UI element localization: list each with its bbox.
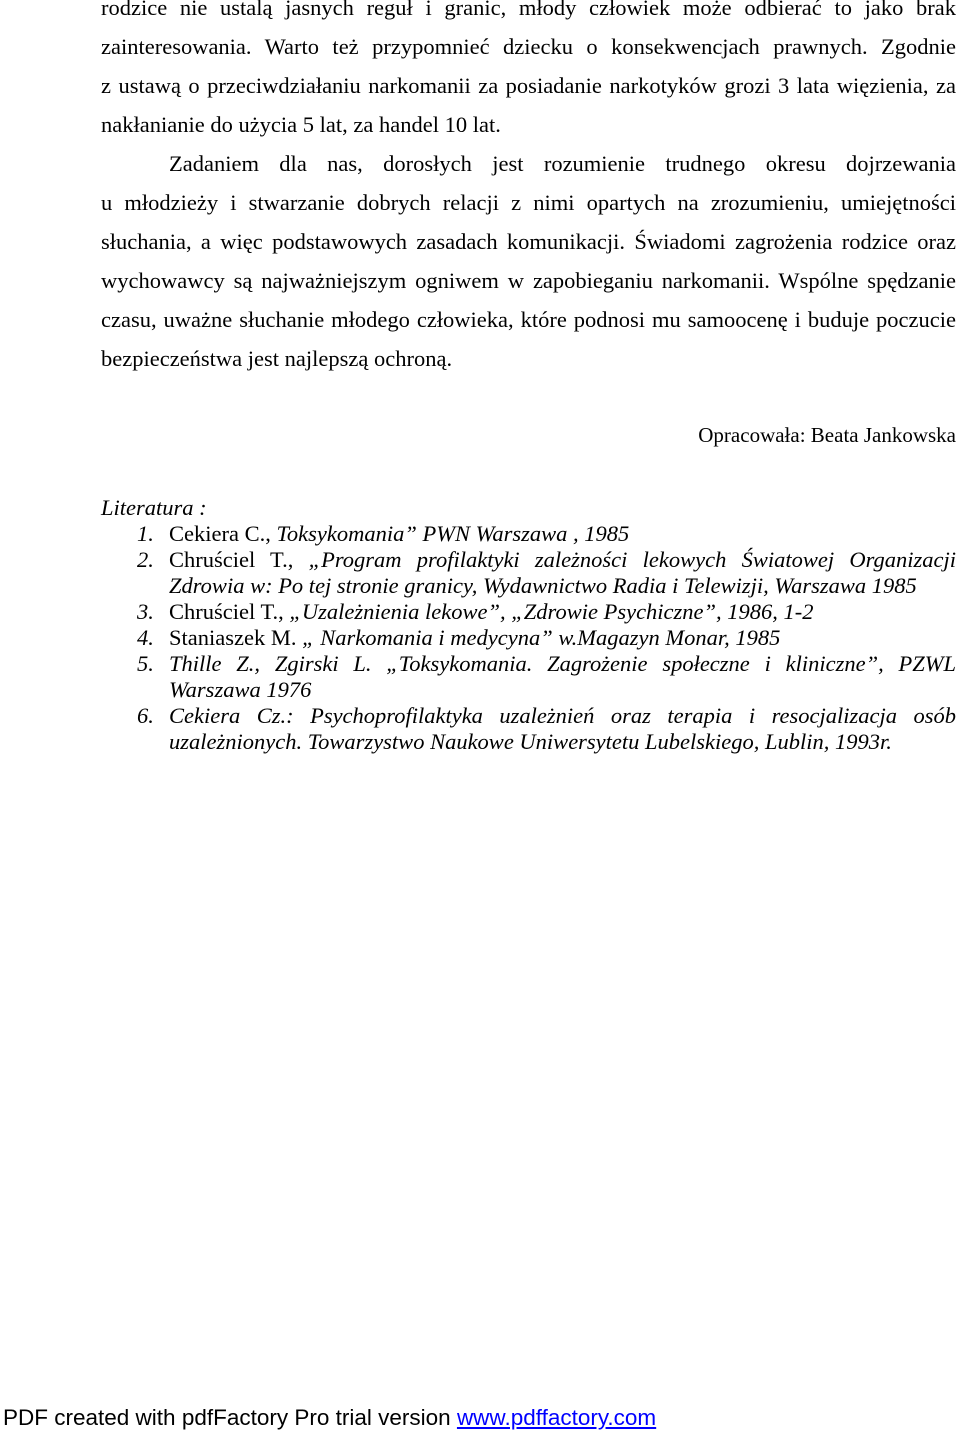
- bibliography: [101, 495, 956, 755]
- paragraph-line: słuchania, a więc podstawowych zasadach komunikacji. Świadomi zagrożenia rodzice oraz: [101, 229, 956, 254]
- bibliography-item: [101, 547, 956, 599]
- bibliography-line: Warszawa 1976: [169, 677, 312, 702]
- bibliography-item: [101, 651, 956, 703]
- bibliography-line: [101, 521, 956, 547]
- paragraph-line: wychowawcy są najważniejszym ogniwem w zapobieganiu narkomanii. Wspólne spędzanie: [101, 268, 956, 293]
- paragraph-line: z ustawą o przeciwdziałaniu narkomanii za posiadanie narkotyków grozi 3 lata więzienia, za: [101, 73, 956, 98]
- bibliography-line: [101, 703, 956, 729]
- footer-text: PDF created with pdfFactory Pro trial version: [3, 1405, 451, 1430]
- item-number: 3.: [137, 599, 154, 624]
- item-number: 5.: [137, 651, 154, 676]
- bibliography-line: Zdrowia w: Po tej stronie granicy, Wydawnictwo Radia i Telewizji, Warszawa 1985: [169, 573, 917, 598]
- item-author: Cekiera C.,: [169, 521, 271, 546]
- paragraph-line: bezpieczeństwa jest najlepszą ochroną.: [101, 346, 453, 371]
- paragraph-line: nakłanianie do użycia 5 lat, za handel 10 lat.: [101, 112, 501, 137]
- item-author: Chruściel T.,: [169, 547, 294, 572]
- paragraph-line: czasu, uważne słuchanie młodego człowieka, które podnosi mu samoocenę i buduje poczucie: [101, 307, 956, 332]
- item-title: „ Narkomania i medycyna” w.Magazyn Monar, 1985: [302, 625, 781, 650]
- bibliography-item: [101, 599, 956, 625]
- footer-link[interactable]: www.pdffactory.com: [456, 1405, 657, 1430]
- paragraph-line: zainteresowania. Warto też przypomnieć dziecku o konsekwencjach prawnych. Zgodnie: [101, 34, 956, 59]
- item-number: 1.: [137, 521, 154, 546]
- paragraph: [101, 0, 956, 144]
- item-author: Staniaszek M.: [169, 625, 297, 650]
- item-number: 2.: [137, 547, 154, 572]
- bibliography-heading: Literatura :: [101, 495, 207, 520]
- bibliography-line: [101, 651, 956, 677]
- item-number: 6.: [137, 703, 154, 728]
- pdf-footer: [3, 1405, 656, 1431]
- bibliography-line: [101, 547, 956, 573]
- paragraph-line: u młodzieży i stwarzanie dobrych relacji z nimi opartych na zrozumieniu, umiejętności: [101, 190, 956, 215]
- item-title: „Uzależnienia lekowe”, „Zdrowie Psychiczne”, 1986, 1-2: [289, 599, 814, 624]
- bibliography-item: [101, 625, 956, 651]
- paragraph-line: rodzice nie ustalą jasnych reguł i granic, młody człowiek może odbierać to jako brak: [101, 0, 956, 20]
- bibliography-item: [101, 703, 956, 755]
- item-number: 4.: [137, 625, 154, 650]
- item-title: Thille Z., Zgirski L. „Toksykomania. Zagrożenie społeczne i kliniczne”, PZWL: [169, 651, 956, 676]
- bibliography-line: [101, 625, 956, 651]
- bibliography-line: uzależnionych. Towarzystwo Naukowe Uniwersytetu Lubelskiego, Lublin, 1993r.: [169, 729, 892, 754]
- item-author: Chruściel T.,: [169, 599, 284, 624]
- article-body: [101, 0, 956, 378]
- paragraph: [101, 144, 956, 378]
- item-title: „Program profilaktyki zależności lekowych Światowej Organizacji: [308, 547, 956, 572]
- bibliography-item: [101, 521, 956, 547]
- paragraph-line: Zadaniem dla nas, dorosłych jest rozumienie trudnego okresu dojrzewania: [169, 151, 956, 176]
- item-title: Cekiera Cz.: Psychoprofilaktyka uzależnień oraz terapia i resocjalizacja osób: [169, 703, 956, 728]
- author-signature: Opracowała: Beata Jankowska: [698, 423, 956, 447]
- item-title: Toksykomania” PWN Warszawa , 1985: [276, 521, 630, 546]
- bibliography-line: [101, 599, 956, 625]
